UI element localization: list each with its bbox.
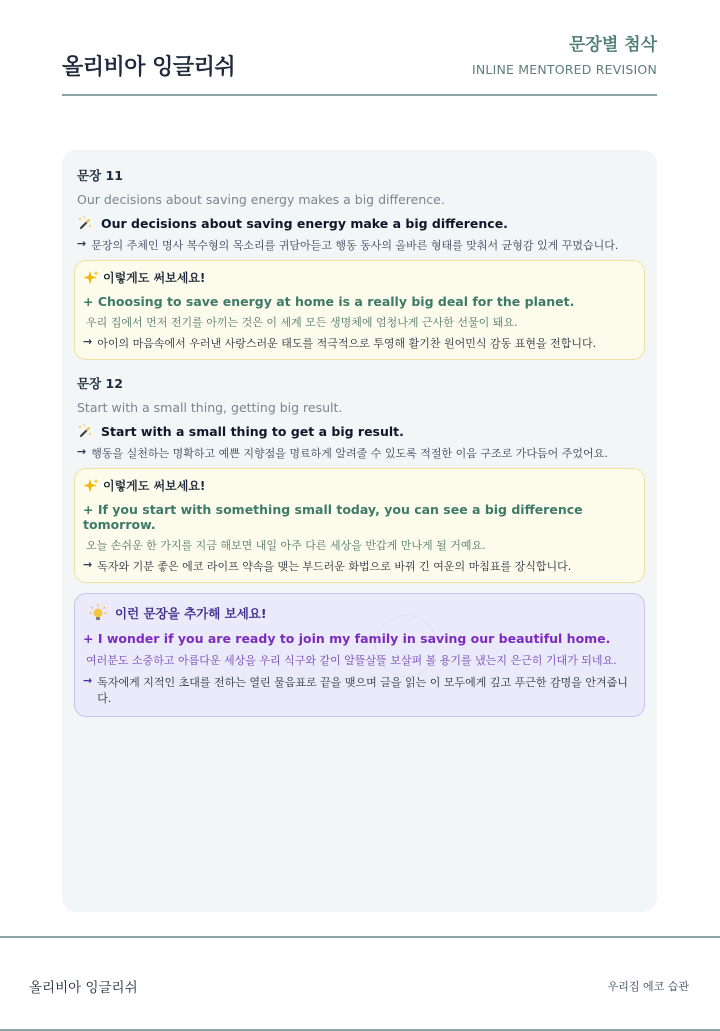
addition-explanation-text: 독자에게 지적인 초대를 전하는 열린 물음표로 끝을 맺으며 글을 읽는 이 모두에게 깊고 푸근한 감명을 안겨줍니다. — [97, 676, 628, 705]
corrected-text: Start with a small thing to get a big result. — [101, 423, 404, 439]
footer-brand: 올리비아 잉글리쉬 — [29, 980, 138, 996]
alternative-korean: 우리 집에서 먼저 전기를 아끼는 것은 이 세계 모든 생명체에 엄청나게 근사한 선물이 돼요. — [86, 316, 518, 329]
alternative-title: 이렇게도 써보세요! — [103, 479, 206, 493]
alternative-korean: 오늘 손쉬운 한 가지를 지금 해보면 내일 아주 다른 세상을 반갑게 만나게 될 거예요. — [86, 539, 486, 552]
alternative-heading — [83, 269, 634, 286]
sparkle-icon — [83, 270, 99, 286]
correction-explanation — [77, 237, 645, 253]
addition-box — [74, 593, 645, 717]
section-title: 문장별 첨삭 — [568, 35, 657, 55]
alternative-explanation-text: 독자와 기분 좋은 에코 라이프 약속을 맺는 부드러운 화법으로 바꿔 긴 여운의 마침표를 장식합니다. — [97, 560, 572, 573]
page-header — [62, 28, 657, 96]
arrow-icon: → — [83, 335, 93, 348]
lightbulb-icon — [89, 604, 107, 622]
addition-heading — [89, 604, 634, 622]
alternative-heading — [83, 477, 634, 494]
correction-explanation — [77, 445, 645, 461]
addition-title: 이런 문장을 추가해 보세요! — [115, 606, 267, 621]
original-sentence: Our decisions about saving energy makes a big difference. — [77, 192, 445, 207]
corrected-text: Our decisions about saving energy make a big difference. — [101, 215, 508, 231]
addition-explanation — [83, 674, 634, 706]
corrected-sentence — [77, 423, 645, 439]
arrow-icon: → — [77, 237, 87, 250]
alternative-english: + If you start with something small today, you can see a big difference tomorrow. — [83, 502, 583, 532]
sentence-block — [74, 374, 645, 583]
sentence-label: 문장 11 — [77, 168, 123, 183]
magic-wand-icon — [77, 215, 93, 231]
alternative-box — [74, 260, 645, 360]
arrow-icon: → — [83, 674, 93, 687]
alternative-title: 이렇게도 써보세요! — [103, 271, 206, 285]
page-footer — [0, 936, 720, 1031]
alternative-explanation — [83, 558, 634, 574]
addition-english: + I wonder if you are ready to join my family in saving our beautiful home. — [83, 631, 611, 646]
sparkle-icon — [83, 478, 99, 494]
explanation-text: 문장의 주체인 명사 복수형의 목소리를 귀담아듣고 행동 동사의 올바른 형태를 맞춰서 균형감 있게 꾸몄습니다. — [91, 239, 619, 252]
arrow-icon: → — [77, 445, 87, 458]
footer-topic: 우리집 에코 습관 — [607, 980, 689, 993]
alternative-english: + Choosing to save energy at home is a really big deal for the planet. — [83, 294, 575, 309]
addition-korean: 여러분도 소중하고 아름다운 세상을 우리 식구와 같이 알뜰살뜰 보살펴 볼 용기를 냈는지 은근히 기대가 되네요. — [86, 654, 617, 667]
sentence-label: 문장 12 — [77, 376, 123, 391]
original-sentence: Start with a small thing, getting big result. — [77, 400, 343, 415]
magic-wand-icon — [77, 423, 93, 439]
brand-title: 올리비아 잉글리쉬 — [62, 55, 236, 80]
alternative-explanation — [83, 335, 634, 351]
sentence-block — [74, 166, 645, 360]
watermark-seal — [375, 615, 437, 677]
alternative-box — [74, 468, 645, 583]
explanation-text: 행동을 실천하는 명확하고 예쁜 지향점을 명료하게 알려줄 수 있도록 적절한 이음 구조로 가다듬어 주었어요. — [91, 447, 608, 460]
header-right — [472, 30, 657, 77]
revision-card — [62, 150, 657, 912]
corrected-sentence — [77, 215, 645, 231]
alternative-explanation-text: 아이의 마음속에서 우러낸 사랑스러운 태도를 적극적으로 투영해 활기찬 원어민식 감동 표현을 전합니다. — [97, 337, 597, 350]
section-subtitle: INLINE MENTORED REVISION — [471, 62, 657, 77]
arrow-icon: → — [83, 558, 93, 571]
